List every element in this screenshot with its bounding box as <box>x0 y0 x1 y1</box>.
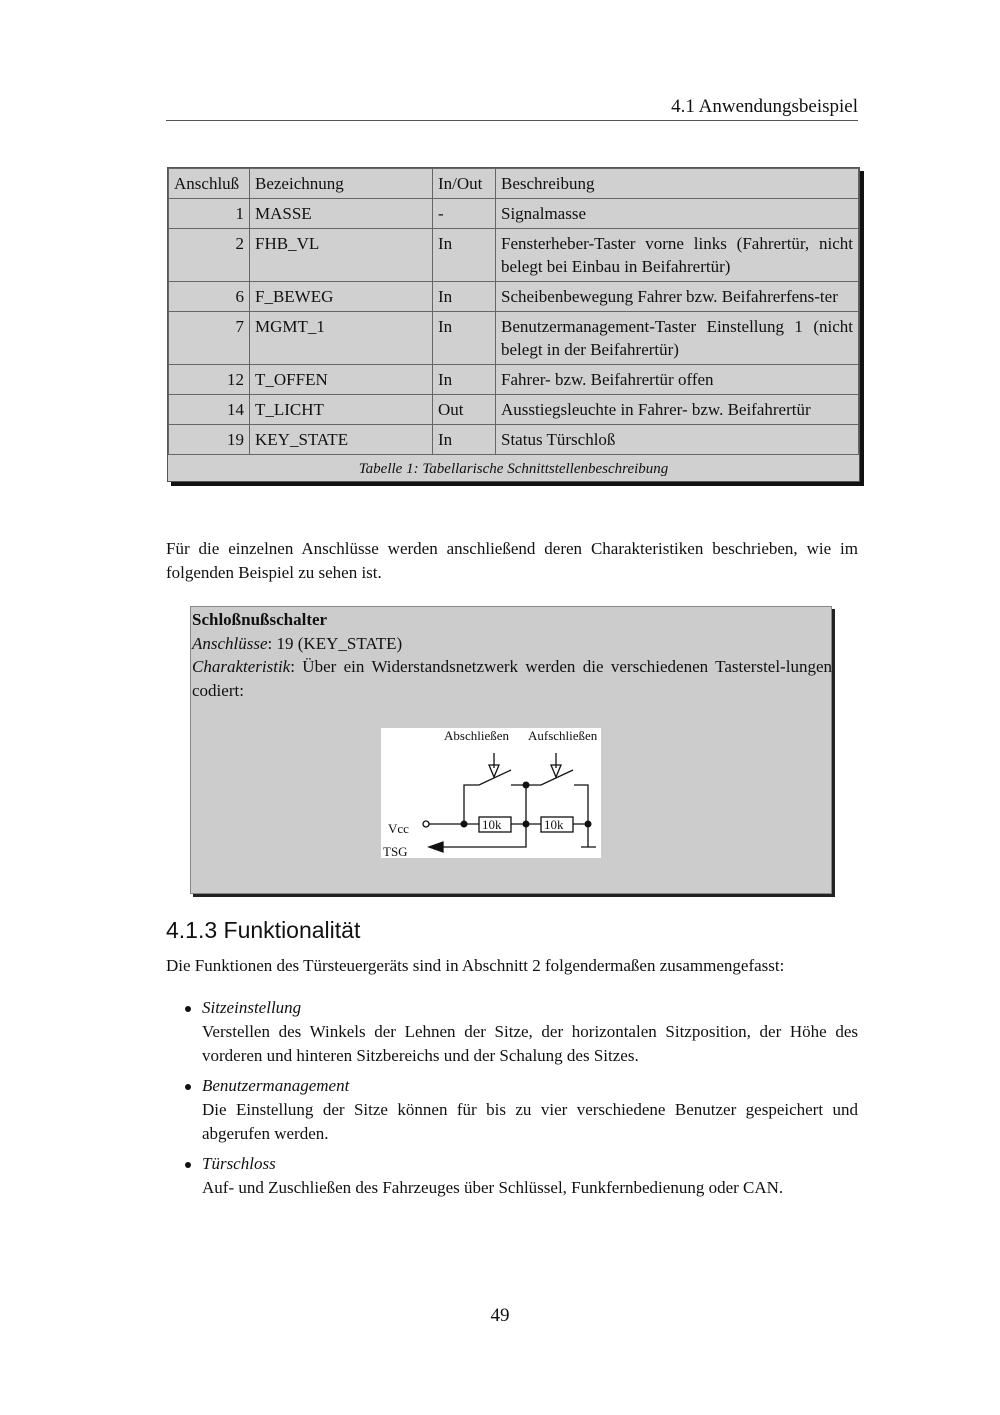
table-cell: T_LICHT <box>250 395 433 425</box>
switch-wires <box>443 770 596 847</box>
table-cell: MASSE <box>250 199 433 229</box>
box-title: Schloßnußschalter <box>192 610 328 629</box>
switch1-label: Abschließen <box>444 728 509 743</box>
table-cell: Fensterheber-Taster vorne links (Fahrertür, nicht belegt bei Einbau in Beifahrertür) <box>496 229 859 282</box>
characteristic-label: Charakteristik <box>192 657 291 676</box>
list-item <box>166 1074 858 1146</box>
r2-label: 10k <box>544 817 564 832</box>
connections-value: : 19 (KEY_STATE) <box>267 633 403 653</box>
vcc-terminal <box>423 821 429 827</box>
circuit-diagram <box>381 728 601 858</box>
item-text: Die Einstellung der Sitze können für bis zu vier verschiedene Benutzer gespeichert und abgerufen werden. <box>202 1100 858 1143</box>
interface-table <box>167 167 860 482</box>
table-cell: Signalmasse <box>496 199 859 229</box>
table-cell: Status Türschloß <box>496 425 859 455</box>
table-row <box>169 395 859 425</box>
table-cell: In <box>433 229 496 282</box>
table-cell: In <box>433 312 496 365</box>
table-cell: Benutzermanagement-Taster Einstellung 1 (nicht belegt in der Beifahrertür) <box>496 312 859 365</box>
table-cell: KEY_STATE <box>250 425 433 455</box>
table-cell: Ausstiegsleuchte in Fahrer- bzw. Beifahrertür <box>496 395 859 425</box>
table-row <box>169 282 859 312</box>
item-title: Benutzermanagement <box>202 1076 350 1095</box>
column-header: Bezeichnung <box>250 169 433 199</box>
table-cell: Out <box>433 395 496 425</box>
table-row <box>169 365 859 395</box>
table-header-row <box>169 169 859 199</box>
r1-label: 10k <box>482 817 502 832</box>
list-item <box>166 996 858 1068</box>
list-item <box>166 1152 858 1200</box>
page-number: 49 <box>490 1305 510 1326</box>
table-cell: T_OFFEN <box>250 365 433 395</box>
item-text: Auf- und Zuschließen des Fahrzeuges über Schlüssel, Funkfernbedienung oder CAN. <box>202 1178 784 1197</box>
table-cell: 2 <box>169 229 250 282</box>
table-cell: 1 <box>169 199 250 229</box>
item-title: Sitzeinstellung <box>202 998 302 1017</box>
column-header: Anschluß <box>169 169 250 199</box>
table-cell: 14 <box>169 395 250 425</box>
item-title: Türschloss <box>202 1154 276 1173</box>
characteristic-value: : Über ein Widerstandsnetzwerk werden die verschiedenen Tasterstel-lungen codiert: <box>192 657 832 700</box>
table-cell: - <box>433 199 496 229</box>
table-row <box>169 199 859 229</box>
switch2-label: Aufschließen <box>528 728 598 743</box>
section-heading: 4.1.3 Funktionalität <box>166 917 361 943</box>
table-cell: MGMT_1 <box>250 312 433 365</box>
table-cell: 19 <box>169 425 250 455</box>
table-row <box>169 312 859 365</box>
vcc-label: Vcc <box>388 821 409 836</box>
table-cell: In <box>433 365 496 395</box>
table-cell: In <box>433 282 496 312</box>
table-cell: 6 <box>169 282 250 312</box>
connections-label: Anschlüsse <box>192 633 268 653</box>
column-header: Beschreibung <box>496 169 859 199</box>
intro-paragraph: Für die einzelnen Anschlüsse werden anschließend deren Charakteristiken beschrieben, wie im folgenden Beispiel zu sehen ist. <box>166 539 858 582</box>
table-row <box>169 229 859 282</box>
tsg-arrow <box>429 842 443 852</box>
switch-arrows <box>489 753 561 777</box>
function-list <box>166 996 858 1206</box>
tsg-label: TSG <box>383 844 408 858</box>
table-cell: FHB_VL <box>250 229 433 282</box>
running-header: 4.1 Anwendungsbeispiel <box>166 96 858 121</box>
table-row <box>169 425 859 455</box>
table-caption: Tabelle 1: Tabellarische Schnittstellenbeschreibung <box>358 461 669 477</box>
characteristic-box <box>190 606 832 894</box>
table-cell: F_BEWEG <box>250 282 433 312</box>
table-cell: Scheibenbewegung Fahrer bzw. Beifahrerfens-ter <box>496 282 859 312</box>
table-cell: Fahrer- bzw. Beifahrertür offen <box>496 365 859 395</box>
table-cell: 12 <box>169 365 250 395</box>
table-cell: In <box>433 425 496 455</box>
table-cell: 7 <box>169 312 250 365</box>
column-header: In/Out <box>433 169 496 199</box>
section-intro: Die Funktionen des Türsteuergeräts sind in Abschnitt 2 folgendermaßen zusammengefasst: <box>166 956 785 975</box>
item-text: Verstellen des Winkels der Lehnen der Sitze, der horizontalen Sitzposition, der Höhe des vorderen und hinteren Sitzbereichs und der Schalung des Sitzes. <box>202 1022 858 1065</box>
